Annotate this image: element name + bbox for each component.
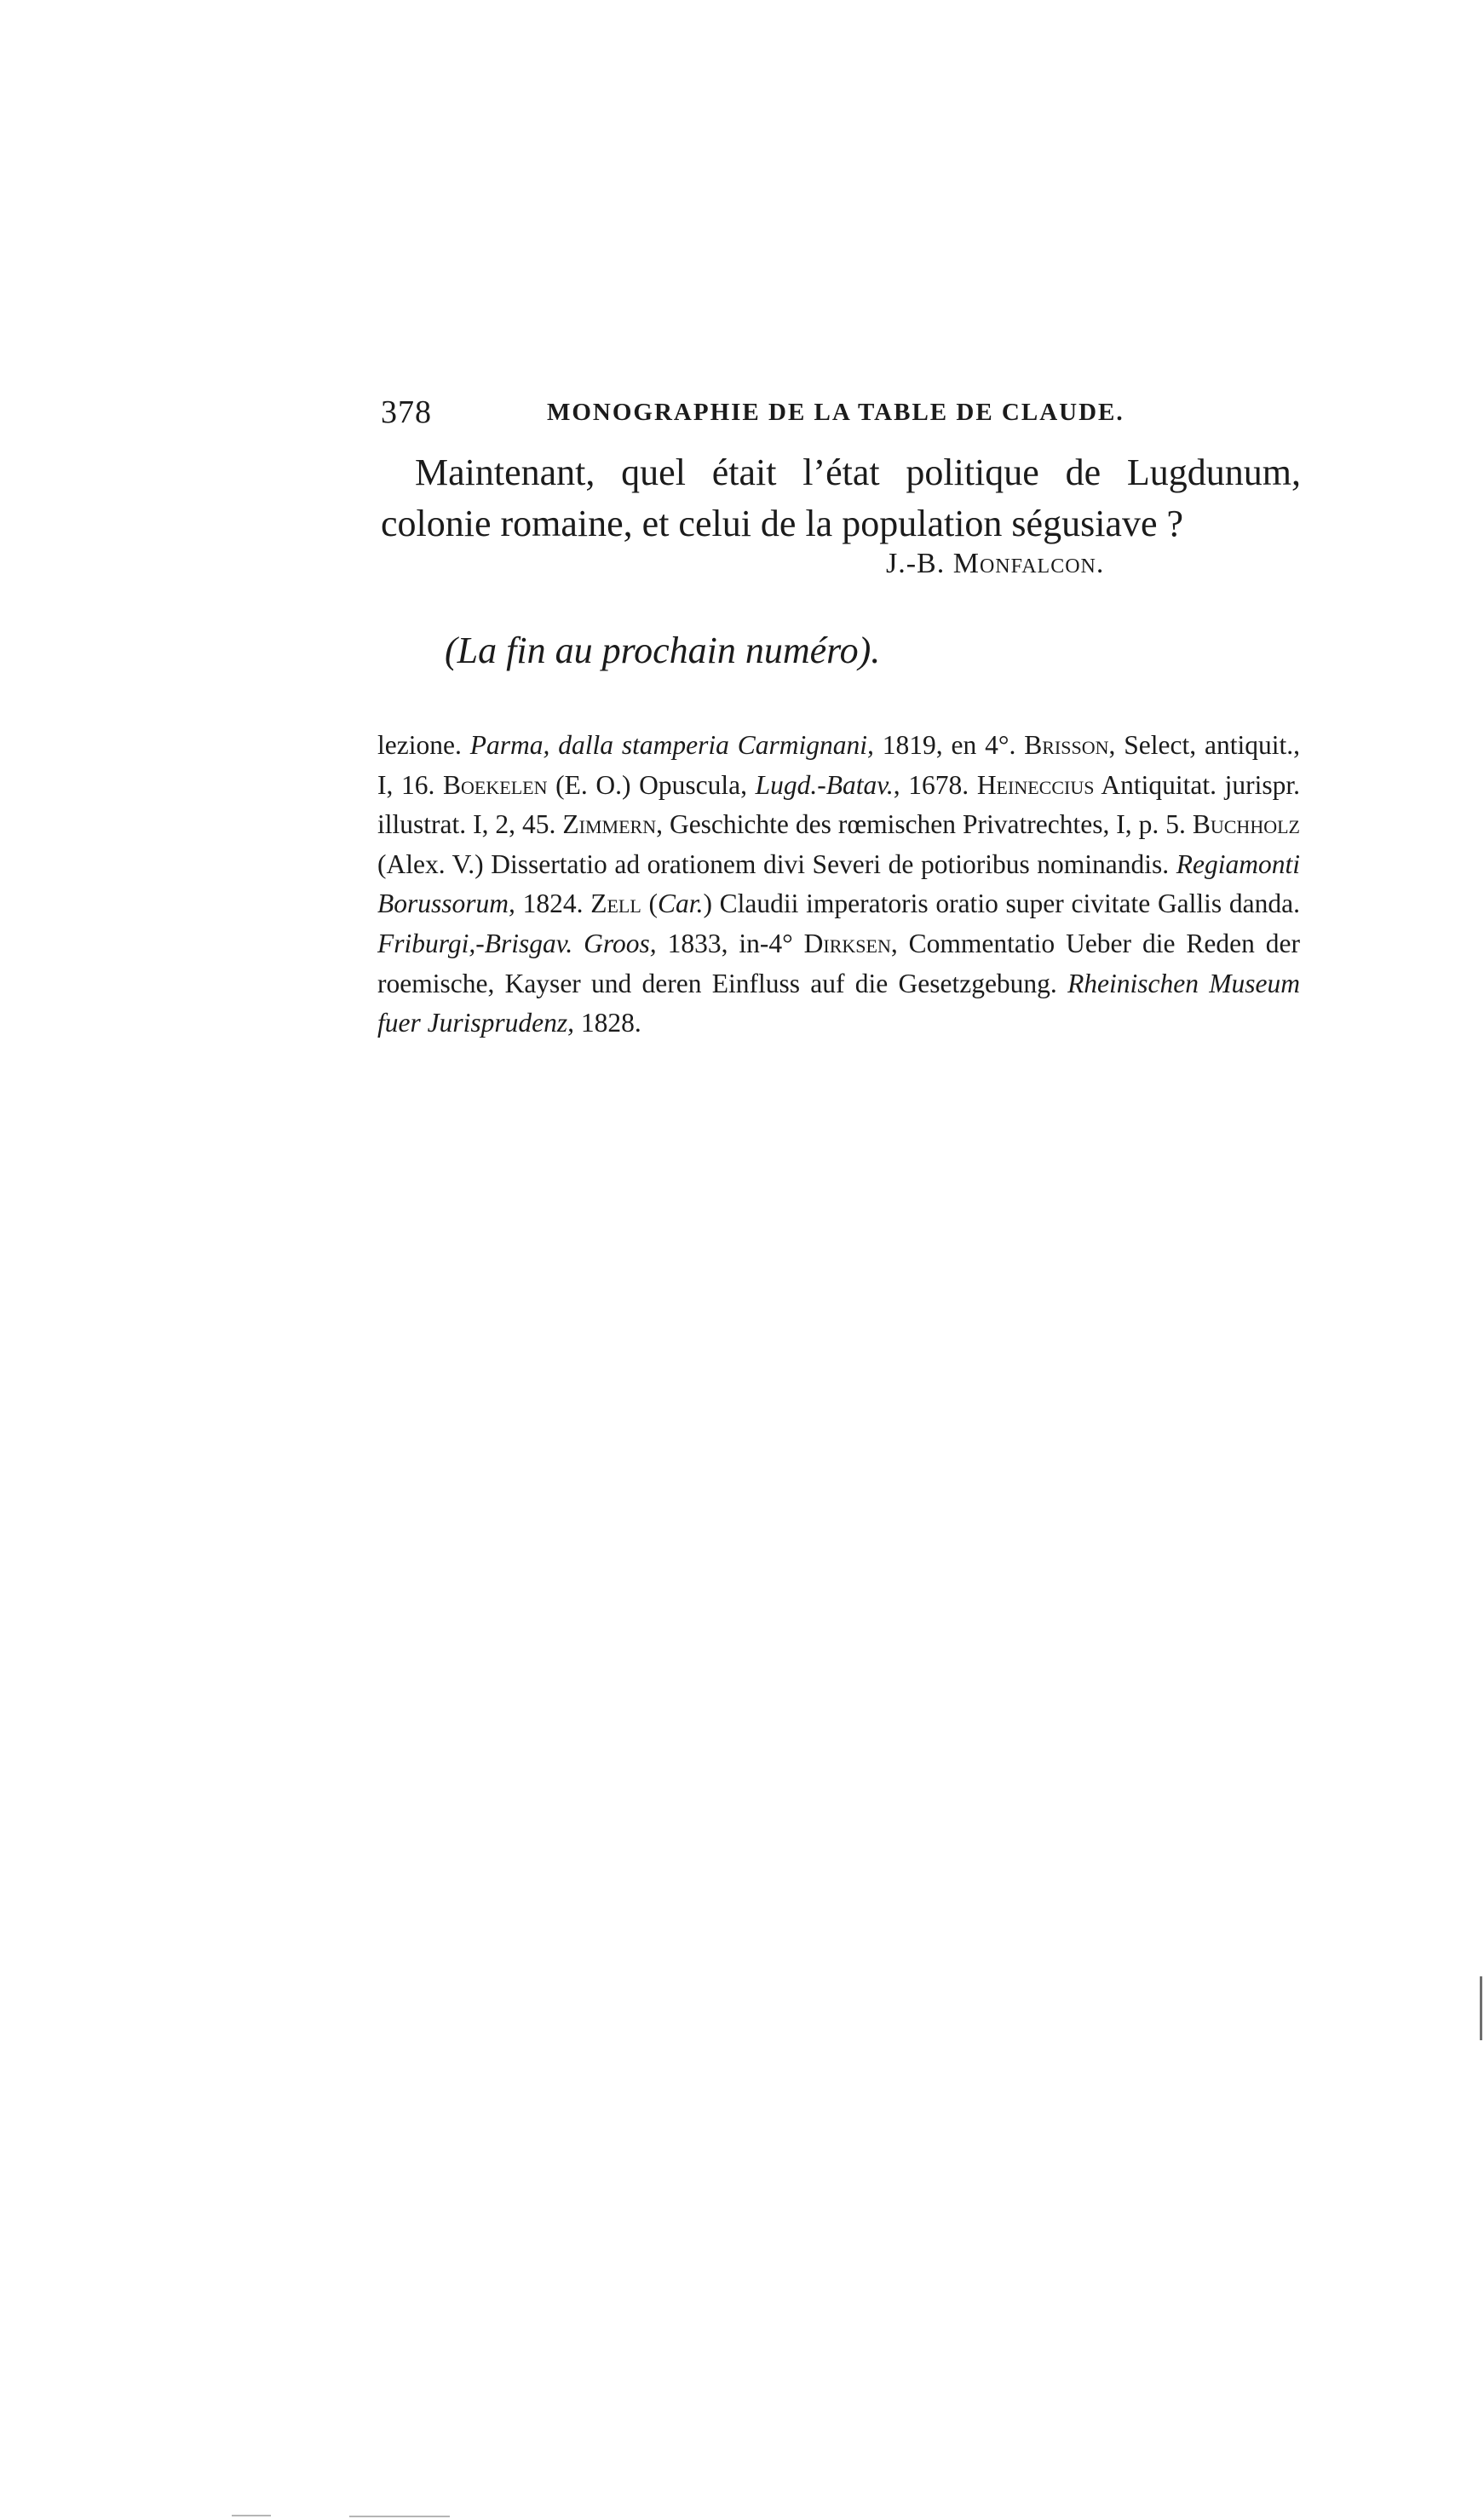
footnote-author-name: Boekelen (443, 769, 548, 800)
footnote-segment: , Commentatio Ueber die Reden der roemische, Kayser und deren Einfluss auf die Gesetzgebung. (377, 928, 1300, 998)
footnote-text (377, 726, 1300, 1044)
author-signature (886, 548, 1104, 580)
running-title: MONOGRAPHIE DE LA TABLE DE CLAUDE. (547, 399, 1125, 426)
footnote-segment: 1819, en 4°. (873, 730, 1025, 760)
footnote-segment-italic: Rheinischen Museum fuer Jurisprudenz, (377, 968, 1300, 1038)
scan-mark (1480, 1976, 1482, 2040)
footnote-segment: 1833, in-4° (656, 928, 804, 958)
author-surname: Monfalcon. (952, 548, 1105, 579)
footnote-segment: 1824. (515, 889, 591, 919)
footnote-segment: ( (641, 889, 659, 919)
footnote-author-name: Zell (590, 889, 641, 919)
footnote-segment: lezione. (377, 730, 470, 760)
body-paragraph: Maintenant, quel était l’état politique de Lugdunum, colonie romaine, et celui de la population ségusiave ? (381, 451, 1301, 544)
footnote-segment: , Select, antiquit., I, 16. (377, 730, 1300, 800)
scan-mark (232, 2515, 271, 2516)
footnote-segment-italic: Regiamonti Borussorum, (377, 848, 1300, 919)
footnote-author-name: Dirksen (803, 928, 891, 958)
footnote-segment-italic: Friburgi,-Brisgav. Groos, (377, 928, 657, 958)
footnote-segment-italic: Lugd.-Batav. (755, 769, 894, 800)
footnote-segment: Antiquitat. jurispr. illustrat. I, 2, 45. (377, 769, 1300, 840)
footnote-segment: , 1678. (893, 769, 977, 800)
footnote-author-name: Buchholz (1192, 809, 1300, 840)
footnote-segment: (Alex. V.) Dissertatio ad orationem divi Severi de potioribus nominandis. (377, 848, 1176, 879)
footnote-author-name: Brisson (1024, 730, 1109, 760)
running-head (381, 394, 1233, 436)
footnote-author-name: Heineccius (976, 769, 1095, 800)
footnote-author-name: Zimmern (562, 809, 657, 840)
footnote-segment-italic: Parma, dalla stamperia Carmignani, (469, 730, 874, 760)
scan-mark (349, 2516, 450, 2517)
footnote-segment: 1828. (574, 1008, 641, 1038)
footnote-segment-italic: Car. (658, 889, 704, 919)
footnote-segment: ) Claudii imperatoris oratio super civitate Gallis danda. (703, 889, 1301, 919)
page-number: 378 (381, 394, 432, 430)
footnote-segment: , Geschichte des rœmischen Privatrechtes, I, p. 5. (656, 809, 1193, 840)
author-initials: J.-B. (886, 548, 946, 579)
continuation-note: (La fin au prochain numéro). (445, 630, 881, 671)
footnote-segment: (E. O.) Opuscula, (547, 769, 756, 800)
